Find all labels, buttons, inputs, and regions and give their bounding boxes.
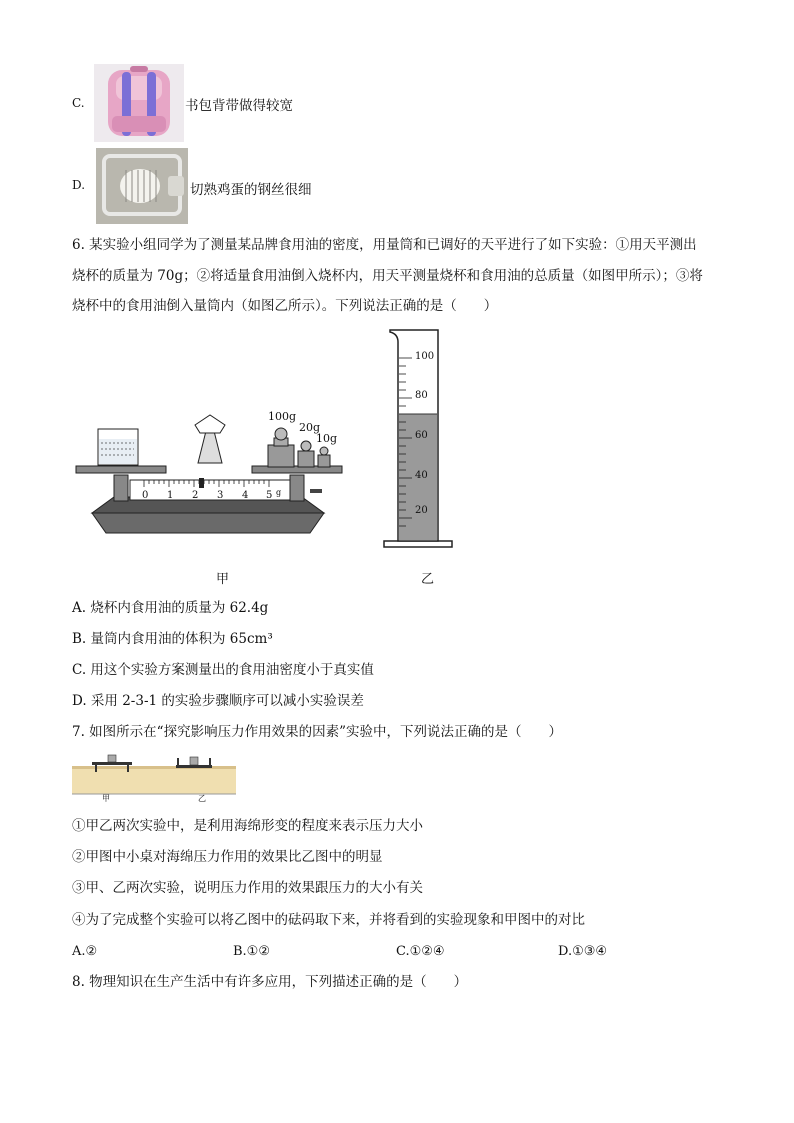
scale-tick-4: 4: [242, 490, 249, 501]
q6-option-d: D. 采用 2-3-1 的实验步骤顺序可以减小实验误差: [72, 693, 364, 709]
q6-stem-line2: 烧杯的质量为 70g；②将适量食用油倒入烧杯内，用天平测量烧杯和食用油的总质量（如图甲所示）；③将: [72, 268, 703, 284]
figure-jia-label: 甲: [216, 572, 230, 587]
scale-tick-1: 1: [167, 490, 174, 501]
scale-tick-3: 3: [217, 490, 224, 501]
cylinder-tick-40: 40: [415, 470, 428, 481]
egg-slicer-photo: [96, 148, 188, 224]
q6-option-a: A. 烧杯内食用油的质量为 62.4g: [72, 600, 269, 616]
q6-option-b: B. 量筒内食用油的体积为 65cm³: [72, 631, 273, 647]
q6-option-c: C. 用这个实验方案测量出的食用油密度小于真实值: [72, 662, 374, 678]
figure-yi-label: 乙: [421, 572, 435, 587]
sponge-experiment-figure: [72, 752, 236, 804]
q7-statement-1: ①甲乙两次实验中，是利用海绵形变的程度来表示压力大小: [72, 818, 423, 834]
q7-choice-a: A.②: [72, 944, 98, 959]
q7-statement-4: ④为了完成整个实验可以将乙图中的砝码取下来，并将看到的实验现象和甲图中的对比: [72, 912, 585, 928]
cylinder-tick-60: 60: [415, 430, 428, 441]
weight-label-100g: 100g: [268, 410, 297, 423]
q8-stem: 8. 物理知识在生产生活中有许多应用，下列描述正确的是（ ）: [72, 974, 468, 990]
scale-tick-5: 5: [266, 490, 273, 501]
option-d-text: 切熟鸡蛋的钢丝很细: [190, 182, 312, 198]
weight-label-10g: 10g: [316, 432, 338, 445]
scale-tick-0: 0: [142, 490, 149, 501]
scale-unit: g: [276, 488, 282, 497]
option-c-label: C.: [72, 96, 85, 110]
q7-statement-3: ③甲、乙两次实验，说明压力作用的效果跟压力的大小有关: [72, 880, 423, 896]
option-c-text: 书包背带做得较宽: [185, 98, 293, 114]
option-d-label: D.: [72, 178, 86, 192]
q6-stem-line1: 6. 某实验小组同学为了测量某品牌食用油的密度，用量筒和已调好的天平进行了如下实验：①用天平测出: [72, 237, 697, 253]
cylinder-tick-20: 20: [415, 505, 428, 516]
q7-choice-b: B.①②: [233, 944, 270, 959]
q7-stem: 7. 如图所示在“探究影响压力作用效果的因素”实验中，下列说法正确的是（ ）: [72, 724, 562, 740]
cylinder-tick-100: 100: [415, 351, 435, 362]
sponge-fig-yi-label: 乙: [198, 794, 206, 803]
scale-tick-2: 2: [192, 490, 199, 501]
backpack-photo: [94, 64, 184, 142]
sponge-fig-jia-label: 甲: [102, 794, 110, 803]
q7-choice-c: C.①②④: [396, 944, 445, 959]
cylinder-tick-80: 80: [415, 390, 428, 401]
q7-choice-d: D.①③④: [558, 944, 608, 959]
weight-label-20g: 20g: [299, 421, 321, 434]
q6-stem-line3: 烧杯中的食用油倒入量筒内（如图乙所示）。下列说法正确的是（ ）: [72, 298, 498, 314]
q7-statement-2: ②甲图中小桌对海绵压力作用的效果比乙图中的明显: [72, 849, 383, 865]
